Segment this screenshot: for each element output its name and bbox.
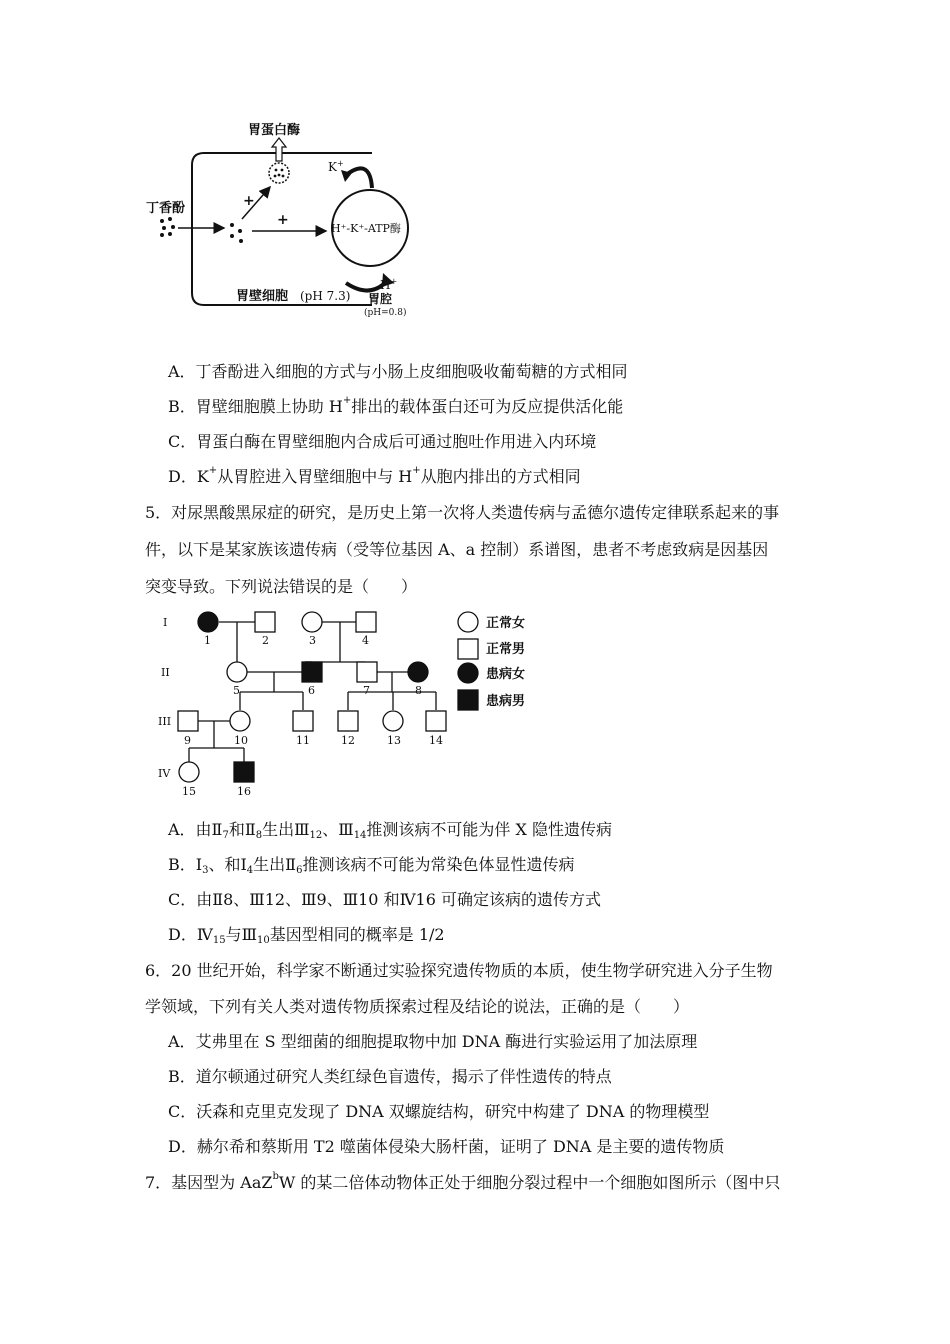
q5-option-b: B．$Ⅰ_3$、和$Ⅰ_4$生出$Ⅱ_6$推测该病不可能为常染色体显性遗传病 [168, 855, 575, 876]
id-16: 16 [237, 785, 251, 798]
q6-option-b: B．道尔顿通过研究人类红绿色盲遗传，揭示了伴性遗传的特点 [168, 1067, 612, 1086]
pedigree-chart [150, 605, 550, 805]
pepsin-label: 胃蛋白酶 [248, 123, 301, 138]
plus-sign-1: + [243, 193, 255, 209]
id-6: 6 [308, 684, 315, 697]
gen-label-ii: II [161, 666, 170, 679]
id-4: 4 [362, 634, 369, 647]
q5-stem-line2: 件，以下是某家族该遗传病（受等位基因 A、a 控制）系谱图，患者不考虑致病是因基因 [145, 540, 769, 559]
figure-parietal-cell [140, 115, 430, 325]
legend-normal-female-icon [458, 612, 478, 632]
q5-option-a: A．由$Ⅱ_7$和$Ⅱ_8$生出$Ⅲ_{12}$、$Ⅲ_{14}$推测该病不可能为伴 X 隐性遗传病 [168, 820, 612, 841]
plus-sign-2: + [277, 212, 289, 228]
lumen-ph-label: (pH=0.8) [364, 308, 407, 318]
q4-option-d: D．K+从胃腔进入胃壁细胞中与 H+从胞内排出的方式相同 [168, 465, 581, 486]
gen-label-i: I [163, 616, 168, 629]
pump-label: H⁺-K⁺-ATP酶 [331, 222, 401, 235]
q5-option-d: D．$Ⅳ_{15}$与$Ⅲ_{10}$基因型相同的概率是 1/2 [168, 925, 445, 946]
q6-option-a: A．艾弗里在 S 型细菌的细胞提取物中加 DNA 酶进行实验运用了加法原理 [168, 1032, 698, 1051]
id-3: 3 [309, 634, 316, 647]
eugenol-inside-dots-icon [230, 223, 243, 243]
id-11: 11 [296, 734, 310, 747]
q5-option-c: C．由Ⅱ8、Ⅲ12、Ⅲ9、Ⅲ10 和Ⅳ16 可确定该病的遗传方式 [168, 890, 602, 909]
id-2: 2 [262, 634, 269, 647]
id-1: 1 [204, 634, 211, 647]
id-13: 13 [387, 734, 401, 747]
eugenol-dots-icon [160, 217, 175, 237]
cell-label: 胃壁细胞 [236, 289, 289, 304]
q5-stem-line3: 突变导致。下列说法错误的是（ ） [145, 577, 418, 596]
id-7: 7 [363, 684, 370, 697]
q6-option-c: C．沃森和克里克发现了 DNA 双螺旋结构，研究中构建了 DNA 的物理模型 [168, 1102, 710, 1121]
legend-affected-male-icon [458, 690, 478, 710]
q6-option-d: D．赫尔希和蔡斯用 T2 噬菌体侵染大肠杆菌，证明了 DNA 是主要的遗传物质 [168, 1137, 725, 1156]
lumen-label: 胃腔 [368, 292, 393, 306]
k-ion-arrow-icon [346, 168, 372, 188]
eugenol-label: 丁香酚 [146, 201, 186, 216]
id-10: 10 [234, 734, 248, 747]
id-12: 12 [341, 734, 355, 747]
id-5: 5 [233, 684, 240, 697]
id-9: 9 [184, 734, 191, 747]
id-8: 8 [415, 684, 422, 697]
q4-option-c: C．胃蛋白酶在胃壁细胞内合成后可通过胞吐作用进入内环境 [168, 432, 597, 451]
secretion-arrow-icon [272, 138, 286, 161]
h-ion-label: H+ [380, 277, 398, 292]
vesicle-icon [269, 163, 289, 183]
q6-stem-line2: 学领域，下列有关人类对遗传物质探索过程及结论的说法，正确的是（ ） [145, 997, 690, 1016]
legend-affected-male: 患病男 [486, 694, 526, 709]
q6-stem-line1: 6．20 世纪开始，科学家不断通过实验探究遗传物质的本质，使生物学研究进入分子生物 [145, 961, 773, 980]
legend-normal-male-icon [458, 639, 478, 659]
gen-label-iv: IV [158, 767, 171, 780]
cell-ph-label: (pH 7.3) [300, 289, 351, 303]
id-15: 15 [182, 785, 196, 798]
q5-stem-line1: 5．对尿黑酸黑尿症的研究，是历史上第一次将人类遗传病与孟德尔遗传定律联系起来的事 [145, 503, 780, 522]
k-ion-label: K+ [328, 159, 344, 174]
gen-label-iii: III [158, 715, 172, 728]
legend-affected-female: 患病女 [486, 667, 526, 682]
q4-option-b: B．胃壁细胞膜上协助 H+排出的载体蛋白还可为反应提供活化能 [168, 395, 624, 416]
legend-affected-female-icon [458, 663, 478, 683]
q7-stem-line1: 7．基因型为 AaZ$^b$W 的某二倍体动物体正处于细胞分裂过程中一个细胞如图所示（图中只 [145, 1171, 781, 1192]
legend-normal-female: 正常女 [486, 616, 526, 631]
id-14: 14 [429, 734, 443, 747]
q4-option-a: A．丁香酚进入细胞的方式与小肠上皮细胞吸收葡萄糖的方式相同 [168, 362, 628, 381]
legend-normal-male: 正常男 [486, 642, 526, 657]
